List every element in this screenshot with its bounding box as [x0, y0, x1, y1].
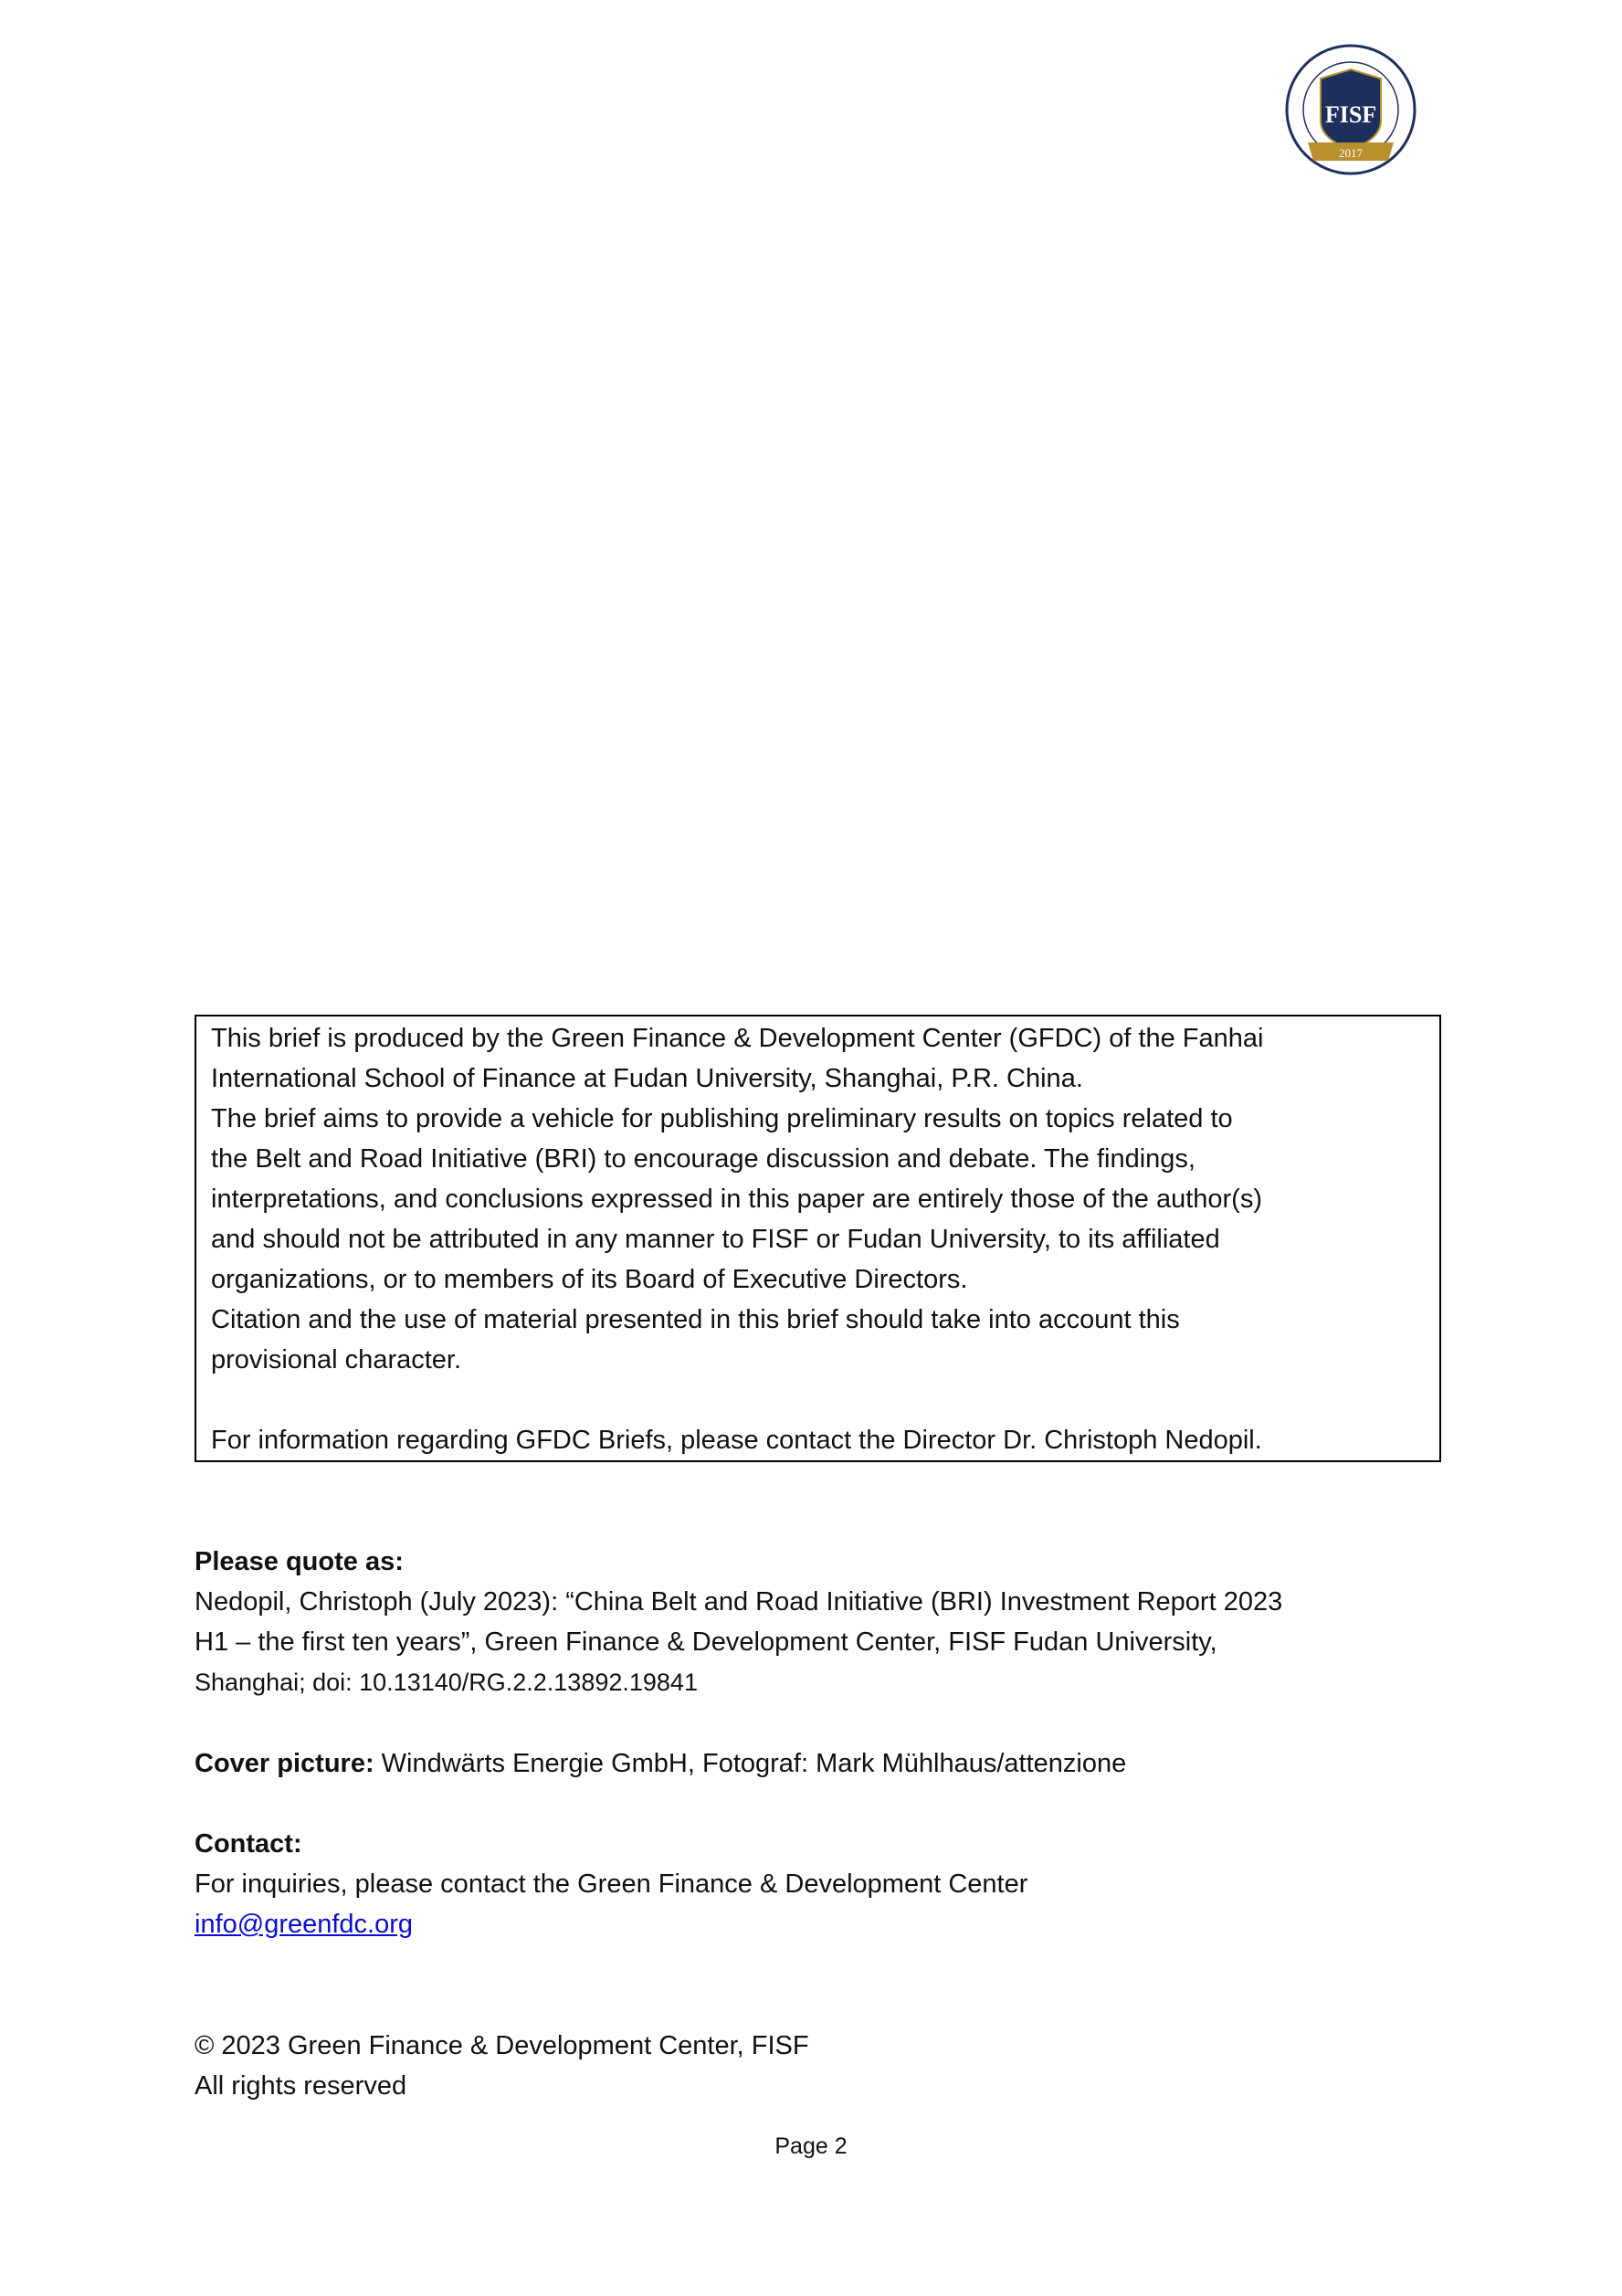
cover-credit: [195, 1743, 1126, 1784]
disclaimer-line: For information regarding GFDC Briefs, please contact the Director Dr. Christoph Nedopil.: [211, 1426, 1262, 1455]
email-link[interactable]: info@greenfdc.org: [195, 1910, 414, 1939]
disclaimer-line: This brief is produced by the Green Finance & Development Center (GFDC) of the Fanhai: [211, 1024, 1264, 1053]
disclaimer-line: organizations, or to members of its Board of Executive Directors.: [211, 1265, 968, 1294]
citation-line: Nedopil, Christoph (July 2023): “China Belt and Road Initiative (BRI) Investment Report 2023: [195, 1587, 1283, 1617]
disclaimer-line: and should not be attributed in any manner to FISF or Fudan University, to its affiliated: [211, 1225, 1220, 1254]
quote-heading: Please quote as:: [195, 1547, 404, 1576]
disclaimer-line: the Belt and Road Initiative (BRI) to encourage discussion and debate. The findings,: [211, 1144, 1195, 1174]
svg-text:2017: 2017: [1339, 146, 1363, 160]
copyright-line: © 2023 Green Finance & Development Center, FISF: [195, 2031, 809, 2060]
svg-text:FISF: FISF: [1324, 101, 1377, 128]
disclaimer-line: International School of Finance at Fudan University, Shanghai, P.R. China.: [211, 1064, 1083, 1093]
contact-heading: Contact:: [195, 1829, 302, 1859]
page-number: Page 2: [774, 2133, 848, 2159]
cover-text: Windwärts Energie GmbH, Fotograf: Mark Mühlhaus/attenzione: [374, 1749, 1127, 1778]
cover-label: Cover picture:: [195, 1749, 374, 1778]
disclaimer-line: Citation and the use of material presented in this brief should take into account this: [211, 1305, 1180, 1334]
disclaimer-line: The brief aims to provide a vehicle for publishing preliminary results on topics related to: [211, 1104, 1233, 1133]
fisf-logo: [1282, 44, 1419, 181]
citation-line: Shanghai; doi: 10.13140/RG.2.2.13892.19841: [195, 1669, 698, 1696]
disclaimer-line: interpretations, and conclusions expressed in this paper are entirely those of the author(s): [211, 1185, 1262, 1214]
rights-line: All rights reserved: [195, 2071, 407, 2101]
disclaimer-line: provisional character.: [211, 1345, 462, 1374]
contact-text: For inquiries, please contact the Green Finance & Development Center: [195, 1869, 1028, 1899]
citation-line: H1 – the first ten years”, Green Finance & Development Center, FISF Fudan University,: [195, 1627, 1217, 1657]
